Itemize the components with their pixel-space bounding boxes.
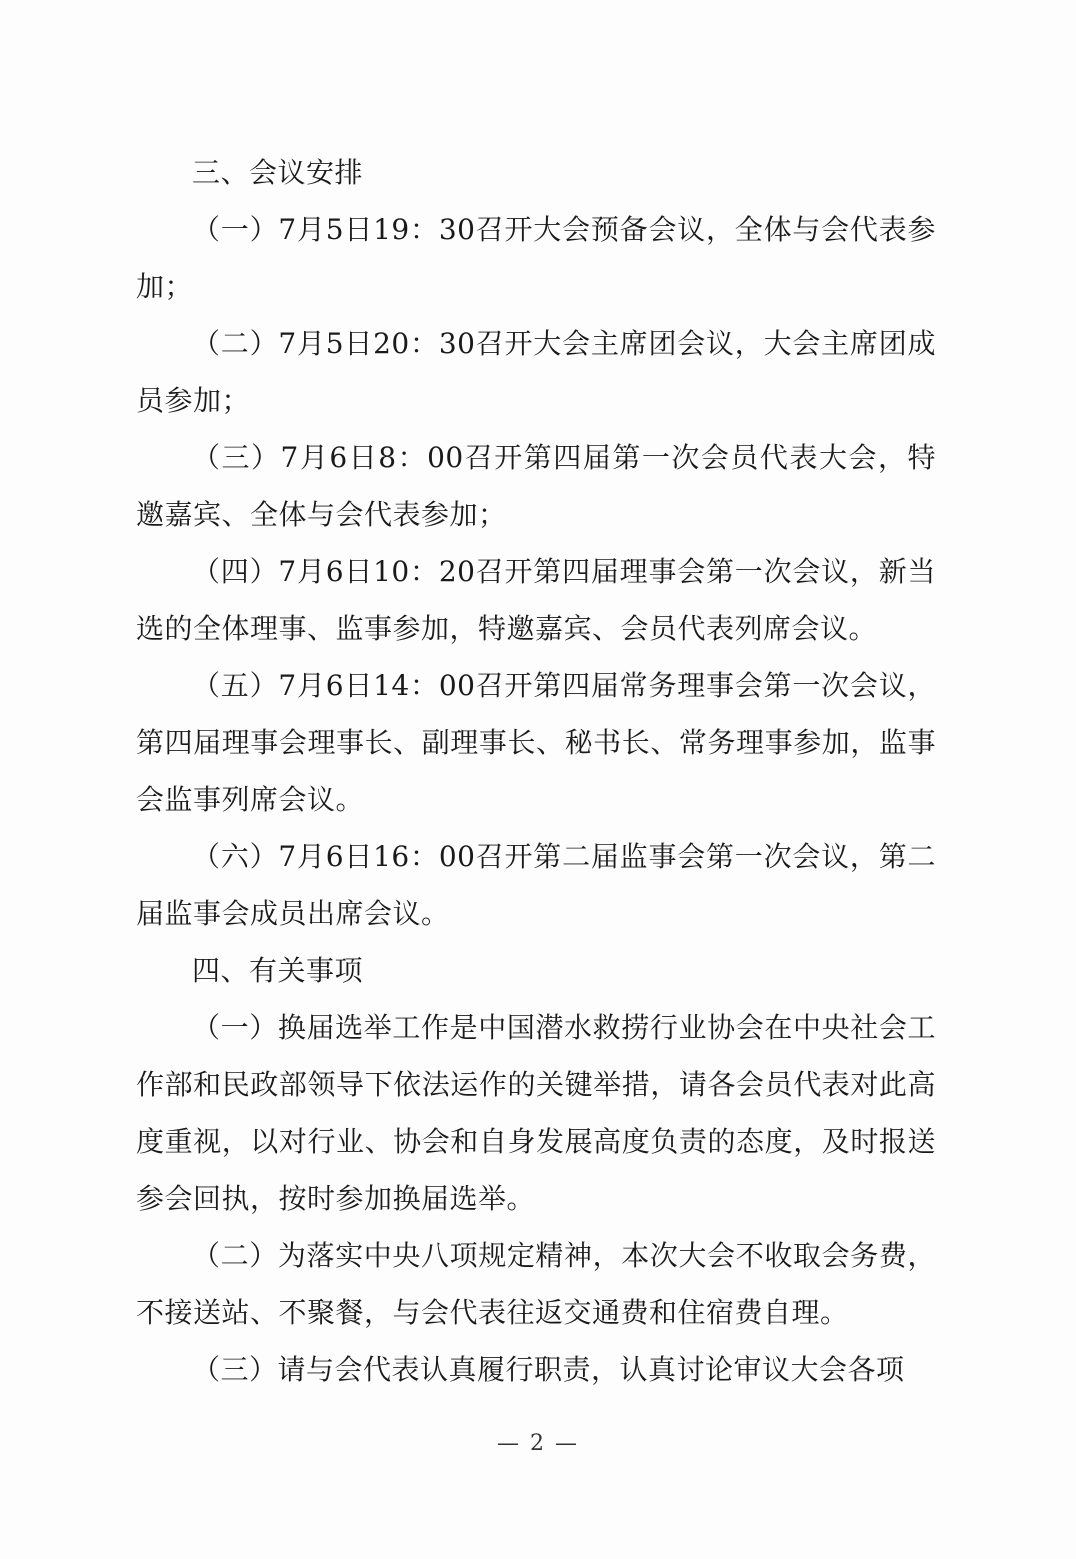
arrangement-item-3: （三）7月6日8：00召开第四届第一次会员代表大会，特邀嘉宾、全体与会代表参加； xyxy=(136,441,936,531)
arrangement-item-6: （六）7月6日16：00召开第二届监事会第一次会议，第二届监事会成员出席会议。 xyxy=(136,840,936,930)
arrangement-item-1: （一）7月5日19：30召开大会预备会议，全体与会代表参加； xyxy=(136,213,936,303)
section-heading-arrangements: 三、会议安排 xyxy=(192,156,364,189)
matter-item-2: （二）为落实中央八项规定精神，本次大会不收取会务费，不接送站、不聚餐，与会代表往返交通费和住宿费自理。 xyxy=(136,1239,936,1329)
section-heading-related-matters: 四、有关事项 xyxy=(192,954,364,987)
page-number: — 2 — xyxy=(497,1431,579,1456)
matter-item-3: （三）请与会代表认真履行职责，认真讨论审议大会各项 xyxy=(192,1353,905,1386)
arrangement-item-2: （二）7月5日20：30召开大会主席团会议，大会主席团成员参加； xyxy=(136,327,936,417)
document-body xyxy=(136,144,936,1398)
arrangement-item-4: （四）7月6日10：20召开第四届理事会第一次会议，新当选的全体理事、监事参加，特邀嘉宾、会员代表列席会议。 xyxy=(136,555,936,645)
matter-item-1: （一）换届选举工作是中国潜水救捞行业协会在中央社会工作部和民政部领导下依法运作的关键举措，请各会员代表对此高度重视，以对行业、协会和自身发展高度负责的态度，及时报送参会回执，按时参加换届选举。 xyxy=(136,1011,936,1215)
arrangement-item-5: （五）7月6日14：00召开第四届常务理事会第一次会议，第四届理事会理事长、副理事长、秘书长、常务理事参加，监事会监事列席会议。 xyxy=(136,669,936,816)
